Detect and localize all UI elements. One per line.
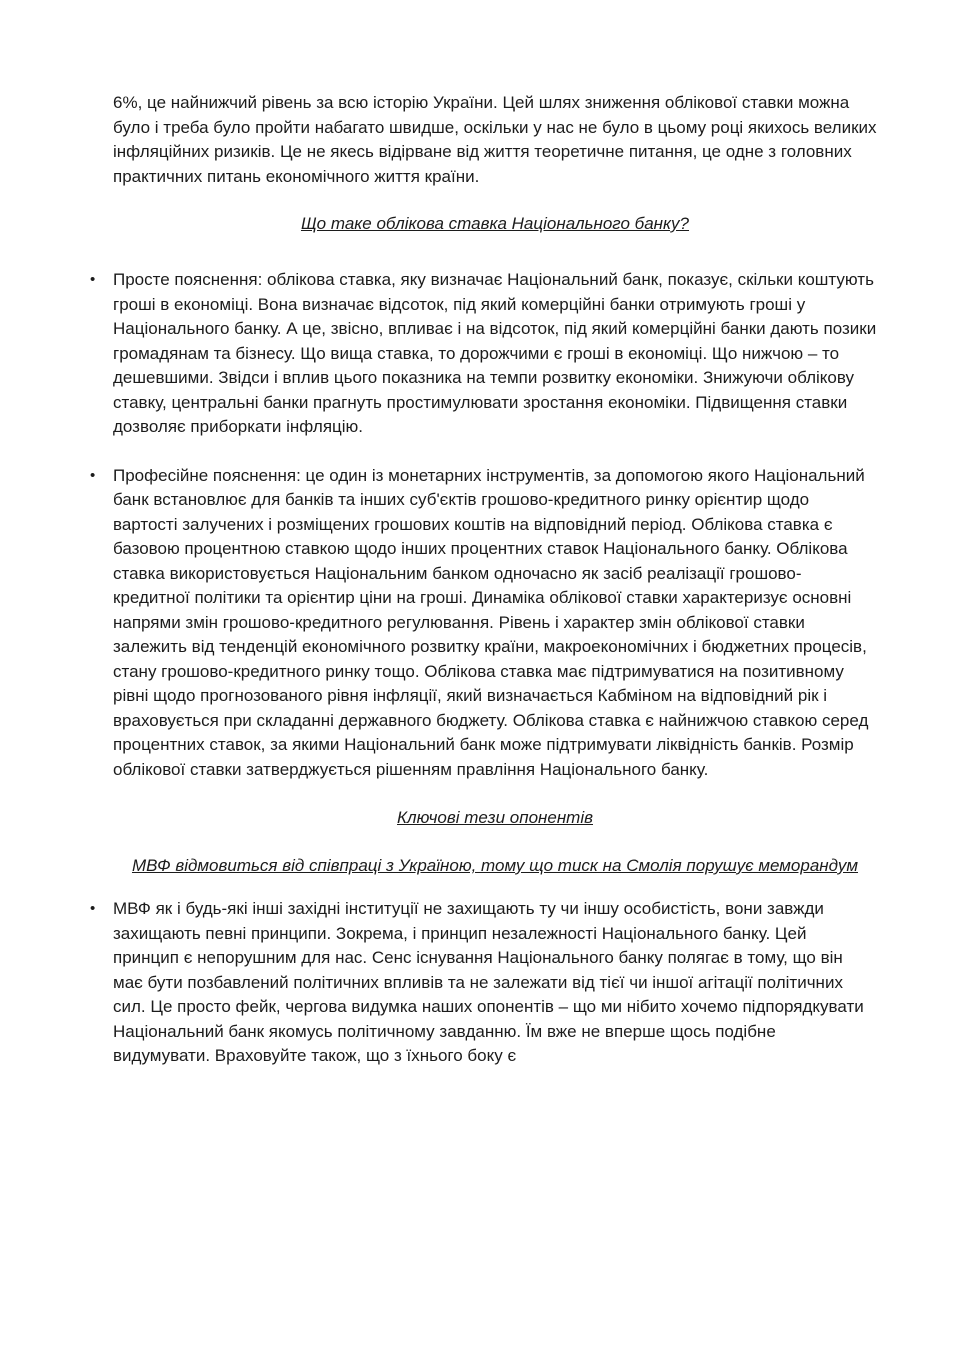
bullet-item-simple-explanation [90, 268, 877, 440]
bullet-text-simple-explanation: Просте пояснення: облікова ставка, яку визначає Національний банк, показує, скільки коштують гроші в економіці. Вона визначає відсоток, під який комерційні банки отримують гроші у Національного банку. А це, звісно, впливає і на відсоток, під який комерційні банки дають позики громадянам та бізнесу. Що вища ставка, то дорожчими є гроші в економіці. Що нижчою – то дешевшими. Звідси і вплив цього показника на темпи розвитку економіки. Знижуючи облікову ставку, центральні банки прагнуть простимулювати зростання економіки. Підвищення ставки дозволяє приборкати інфляцію. [113, 270, 877, 436]
bullet-icon: • [90, 271, 96, 288]
bullet-item-imf-position [90, 897, 877, 1069]
bullet-list-opponents [90, 897, 877, 1069]
section-heading-discount-rate: Що таке облікова ставка Національного банку? [300, 214, 690, 233]
bullet-text-imf-position: МВФ як і будь-які інші західні інституції не захищають ту чи іншу особистість, вони завжди захищають певні принципи. Зокрема, і принцип незалежності Національного банку. Цей принцип є непорушним для нас. Сенс існування Національного банку полягає в тому, що він має бути позбавлений політичних впливів та не залежати від тієї чи іншої агітації політичних сил. Це просто фейк, чергова видумка наших опонентів – що ми нібито хочемо підпорядкувати Національний банк якомусь політичному завданню. Їм вже не вперше щось подібне видумувати. Враховуйте також, що з їхнього боку є [113, 899, 864, 1065]
bullet-icon: • [90, 900, 96, 917]
bullet-text-professional-explanation: Професійне пояснення: це один із монетарних інструментів, за допомогою якого Національний банк встановлює для банків та інших суб'єктів грошово-кредитного ринку орієнтир щодо вартості залучених і розміщених грошових коштів на відповідний період. Облікова ставка є базовою процентною ставкою щодо інших процентних ставок Національного банку. Облікова ставка використовується Національним банком одночасно як засіб реалізації грошово-кредитної політики та орієнтир ціни на гроші. Динаміка облікової ставки характеризує основні напрями змін грошово-кредитного регулювання. Рівень і характер змін облікової ставки залежить від тенденцій економічного розвитку країни, макроекономічних і бюджетних процесів, стану грошово-кредитного ринку тощо. Облікова ставка має підтримуватися на позитивному рівні щодо прогнозованого рівня інфляції, який визначається Кабміном на відповідний рік і враховується при складанні державного бюджету. Облікова ставка є найнижчою ставкою серед процентних ставок, за якими Національний банк може підтримувати ліквідність банків. Розмір облікової ставки затверджується рішенням правління Національного банку. [113, 465, 869, 779]
subheading-imf-memorandum: МВФ відмовиться від співпраці з Україною, тому що тиск на Смолія порушує меморандум [131, 856, 858, 875]
intro-paragraph: 6%, це найнижчий рівень за всю історію України. Цей шлях зниження облікової ставки можна було і треба було пройти набагато швидше, оскільки у нас не було в цьому році якихось великих інфляційних ризиків. Це не якесь відірване від життя теоретичне питання, це одне з головних практичних питань економічного життя країни. [113, 93, 877, 186]
bullet-icon: • [90, 466, 96, 484]
bullet-list-discount-rate [90, 268, 877, 782]
bullet-item-professional-explanation [90, 464, 877, 783]
section-heading-key-theses: Ключові тези опонентів [397, 808, 593, 827]
